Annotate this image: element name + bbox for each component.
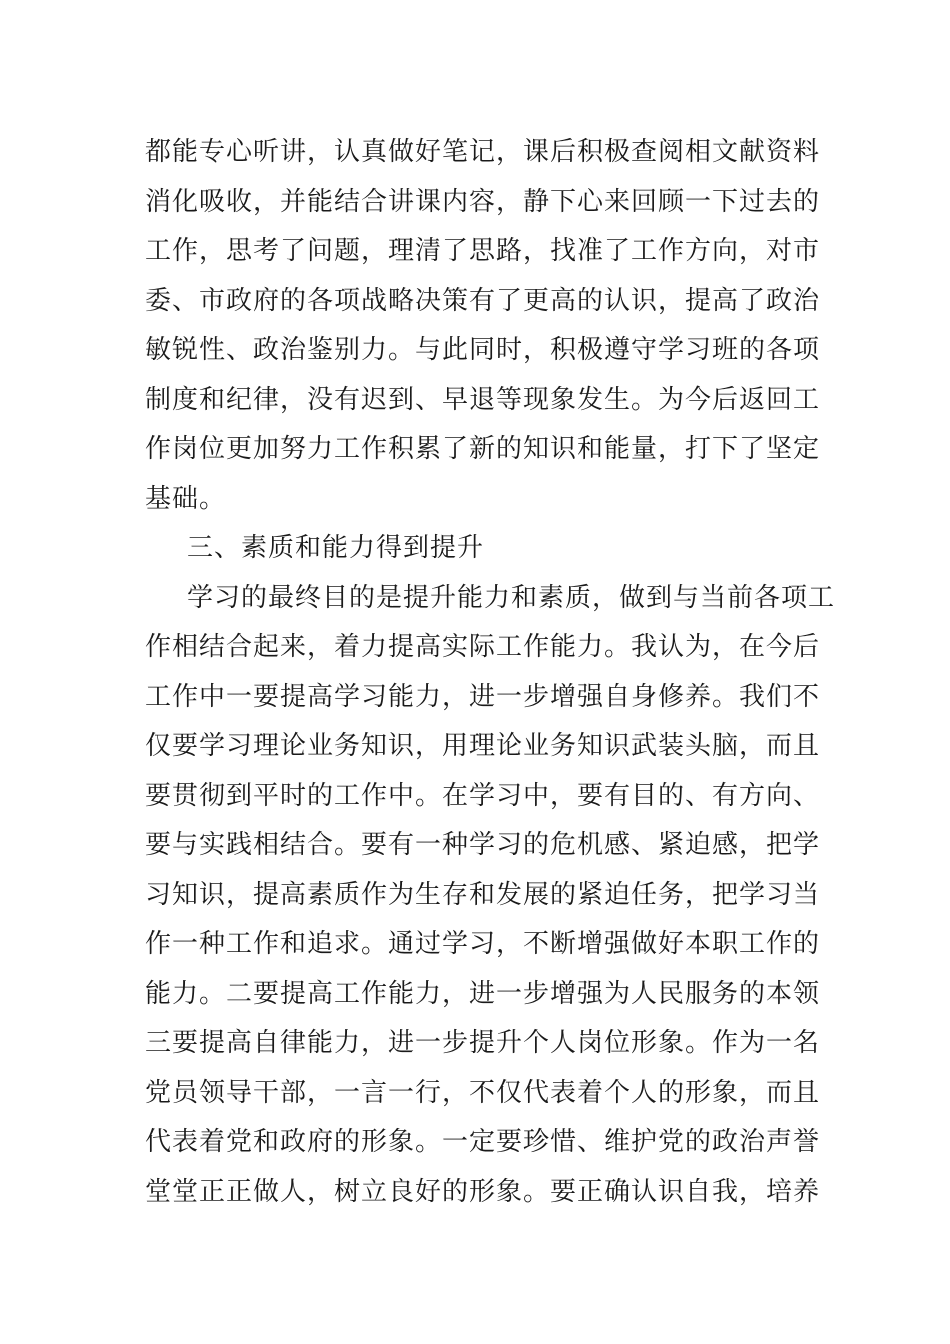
section-heading: 三、素质和能力得到提升 bbox=[187, 533, 485, 563]
text-line: 习知识，提高素质作为生存和发展的紧迫任务，把学习当 bbox=[145, 879, 821, 910]
body-text bbox=[145, 128, 836, 1217]
text-line: 学习的最终目的是提升能力和素质，做到与当前各项工 bbox=[187, 582, 836, 613]
text-line: 作岗位更加努力工作积累了新的知识和能量，打下了坚定 bbox=[145, 434, 821, 464]
text-line: 三要提高自律能力，进一步提升个人岗位形象。作为一名 bbox=[145, 1028, 821, 1058]
text-line: 要贯彻到平时的工作中。在学习中，要有目的、有方向、 bbox=[145, 780, 821, 811]
text-line: 堂堂正正做人，树立良好的形象。要正确认识自我，培养 bbox=[145, 1176, 821, 1207]
text-line: 制度和纪律，没有迟到、早退等现象发生。为今后返回工 bbox=[145, 384, 821, 415]
text-line: 党员领导干部，一言一行，不仅代表着个人的形象，而且 bbox=[145, 1077, 821, 1108]
text-line: 代表着党和政府的形象。一定要珍惜、维护党的政治声誉 bbox=[145, 1127, 821, 1157]
text-line: 要与实践相结合。要有一种学习的危机感、紧迫感，把学 bbox=[145, 830, 821, 860]
text-line: 消化吸收，并能结合讲课内容，静下心来回顾一下过去的 bbox=[145, 186, 821, 217]
text-line: 仅要学习理论业务知识，用理论业务知识武装头脑，而且 bbox=[145, 731, 821, 761]
text-line: 都能专心听讲，认真做好笔记，课后积极查阅相文献资料 bbox=[145, 137, 821, 167]
text-line: 能力。二要提高工作能力，进一步增强为人民服务的本领 bbox=[145, 978, 821, 1009]
text-line: 基础。 bbox=[145, 483, 227, 514]
text-line: 工作中一要提高学习能力，进一步增强自身修养。我们不 bbox=[145, 681, 821, 712]
text-line: 工作，思考了问题，理清了思路，找准了工作方向，对市 bbox=[145, 236, 821, 266]
text-line: 作一种工作和追求。通过学习，不断增强做好本职工作的 bbox=[145, 929, 821, 959]
text-line: 作相结合起来，着力提高实际工作能力。我认为，在今后 bbox=[145, 632, 821, 662]
text-line: 敏锐性、政治鉴别力。与此同时，积极遵守学习班的各项 bbox=[145, 335, 821, 365]
text-line: 委、市政府的各项战略决策有了更高的认识，提高了政治 bbox=[145, 285, 821, 316]
